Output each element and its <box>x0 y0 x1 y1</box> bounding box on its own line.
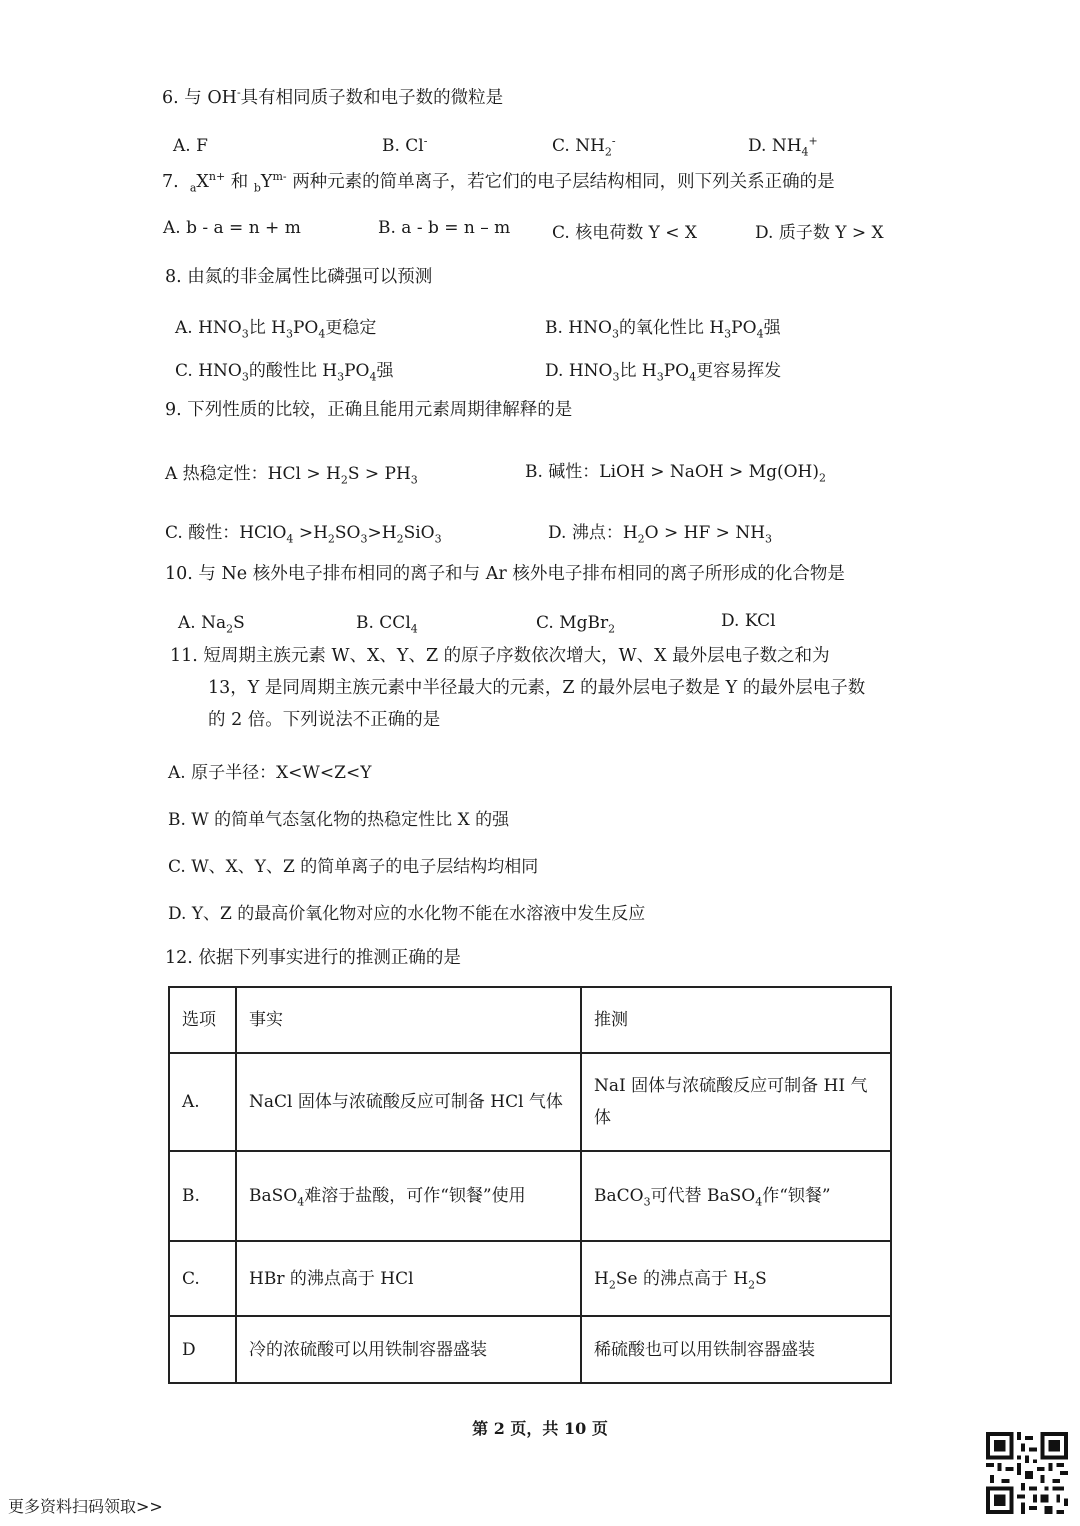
qr-code-icon[interactable] <box>986 1432 1068 1514</box>
q8-option-d: D. $HNO_3$比 $H_3PO_4$更容易挥发 <box>545 361 782 384</box>
table-cell-guess: BaCO$_3$可代替 BaSO$_4$作“钡餐” <box>581 1151 891 1241</box>
q6-option-d: D. $NH_4^+$ <box>748 134 818 159</box>
q9-option-a: A 热稳定性：HCl > $H_2S > PH_3$ <box>165 464 418 487</box>
q10-option-b: B. CCl$_4$ <box>356 613 418 636</box>
table-cell-fact: HBr 的沸点高于 HCl <box>236 1241 581 1316</box>
q7-option-a: A. b - a = n + m <box>163 218 301 238</box>
table-cell-option: B. <box>169 1151 236 1241</box>
q8-stem: 8. 由氮的非金属性比磷强可以预测 <box>165 267 433 287</box>
facts-table <box>168 986 892 1384</box>
q7-option-d: D. 质子数 Y > X <box>755 223 884 243</box>
table-header: 事实 <box>236 987 581 1053</box>
page-number: 第 2 页，共 10 页 <box>472 1419 608 1438</box>
q11-option-c: C. W、X、Y、Z 的简单离子的电子层结构均相同 <box>168 857 539 877</box>
table-header-row <box>169 987 891 1053</box>
more-resources-link[interactable]: 更多资料扫码领取>> <box>8 1497 163 1516</box>
q10-option-a: A. $Na_2S$ <box>178 613 245 636</box>
q10-stem: 10. 与 Ne 核外电子排布相同的离子和与 Ar 核外电子排布相同的离子所形成的化合物是 <box>165 564 845 584</box>
q11-option-a: A. 原子半径：X<W<Z<Y <box>168 763 372 783</box>
q11-option-b: B. W 的简单气态氢化物的热稳定性比 X 的强 <box>168 810 510 830</box>
table-cell-fact: NaCl 固体与浓硫酸反应可制备 HCl 气体 <box>236 1053 581 1151</box>
q9-option-d: D. 沸点：$H_2O$ > HF > $NH_3$ <box>548 523 773 546</box>
table-cell-fact: BaSO$_4$难溶于盐酸，可作“钡餐”使用 <box>236 1151 581 1241</box>
table-cell-fact: 冷的浓硫酸可以用铁制容器盛装 <box>236 1316 581 1383</box>
table-header: 推测 <box>581 987 891 1053</box>
q11-stem-line2: 13，Y 是同周期主族元素中半径最大的元素，Z 的最外层电子数是 Y 的最外层电子数 <box>208 678 866 698</box>
q6-option-a: A. F <box>173 136 208 156</box>
q8-option-a: A. $HNO_3$比 $H_3PO_4$更稳定 <box>175 318 377 341</box>
q8-option-b: B. $HNO_3$的氧化性比 $H_3PO_4$强 <box>545 318 781 341</box>
q11-stem-line1: 11. 短周期主族元素 W、X、Y、Z 的原子序数依次增大，W、X 最外层电子数之和为 <box>170 646 830 666</box>
table-cell-guess: NaI 固体与浓硫酸反应可制备 HI 气体 <box>581 1053 891 1151</box>
q10-option-c: C. MgBr$_2$ <box>536 613 616 636</box>
q10-option-d: D. KCl <box>721 611 776 631</box>
table-row <box>169 1053 891 1151</box>
table-row <box>169 1316 891 1383</box>
q6-option-c: C. $NH_2^-$ <box>552 134 616 159</box>
table-header: 选项 <box>169 987 236 1053</box>
q11-option-d: D. Y、Z 的最高价氧化物对应的水化物不能在水溶液中发生反应 <box>168 904 646 924</box>
table-cell-option: D <box>169 1316 236 1383</box>
table-cell-option: C. <box>169 1241 236 1316</box>
table-cell-guess: 稀硫酸也可以用铁制容器盛装 <box>581 1316 891 1383</box>
q9-option-c: C. 酸性：HClO$_4$ $>H_2SO_3>H_2SiO_3$ <box>165 523 442 546</box>
table-row <box>169 1241 891 1316</box>
table-cell-guess: $H_2Se$ 的沸点高于 $H_2S$ <box>581 1241 891 1316</box>
q9-stem: 9. 下列性质的比较，正确且能用元素周期律解释的是 <box>165 400 573 420</box>
q9-option-b: B. 碱性：LiOH > NaOH > $Mg(OH)_2$ <box>525 462 826 485</box>
q8-option-c: C. $HNO_3$的酸性比 $H_3PO_4$强 <box>175 361 394 384</box>
q7-stem: 7. $_aX^{n+}$ 和 $_bY^{m-}$ 两种元素的简单离子，若它们的电子层结构相同，则下列关系正确的是 <box>162 170 835 195</box>
q11-stem-line3: 的 2 倍。下列说法不正确的是 <box>208 710 441 730</box>
q7-option-c: C. 核电荷数 Y < X <box>552 223 697 243</box>
q6-stem: 6. 与 OH-具有相同质子数和电子数的微粒是 <box>162 86 504 108</box>
table-row <box>169 1151 891 1241</box>
q7-option-b: B. a - b = n – m <box>378 218 511 238</box>
q12-stem: 12. 依据下列事实进行的推测正确的是 <box>165 948 461 968</box>
q6-option-b: B. Cl- <box>382 134 428 156</box>
table-cell-option: A. <box>169 1053 236 1151</box>
